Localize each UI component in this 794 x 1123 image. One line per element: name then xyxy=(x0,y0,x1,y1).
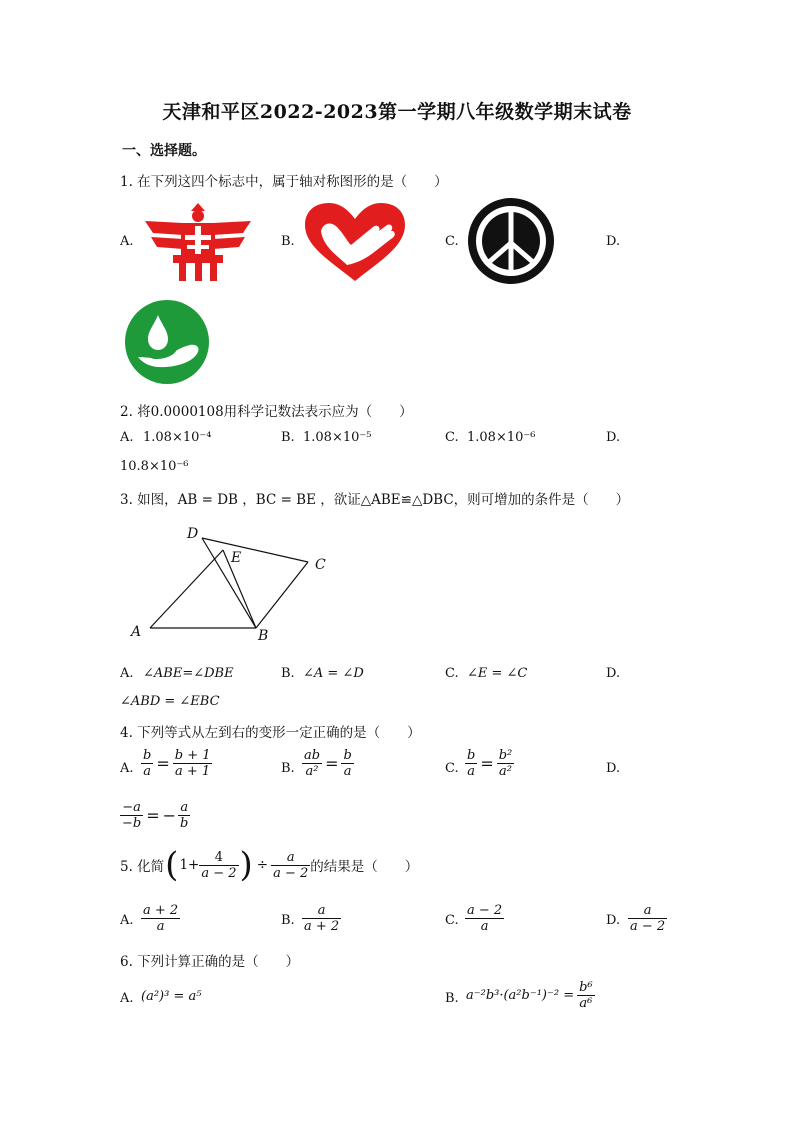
q4d-den-left: −b xyxy=(122,816,142,831)
q6-option-b-label: B. xyxy=(445,991,459,1006)
q5-stem-suffix: 的结果是（ ） xyxy=(310,859,419,875)
q6-option-a-label: A. xyxy=(120,991,134,1006)
q4d-num-left: −a xyxy=(120,800,143,816)
q3-option-c-value: ∠E = ∠C xyxy=(467,666,528,681)
q5a-den: a xyxy=(156,919,165,934)
q4b-den-right: a xyxy=(343,764,352,779)
q4c-den-left: a xyxy=(467,764,476,779)
q5d-den: a − 2 xyxy=(630,919,666,934)
equals-sign: = xyxy=(325,754,339,773)
minus-sign: − xyxy=(162,806,177,825)
q4b-den-left: a² xyxy=(305,764,319,779)
point-label-b: B xyxy=(258,628,269,644)
q1-option-c-label: C. xyxy=(445,234,459,249)
point-label-d: D xyxy=(187,526,199,542)
q2-option-c-value: 1.08×10⁻⁶ xyxy=(467,430,536,445)
q5b-den: a + 2 xyxy=(304,919,340,934)
peace-sign-icon xyxy=(467,197,555,285)
q4-option-d-label: D. xyxy=(606,761,621,776)
q4-option-c-label: C. xyxy=(445,761,459,776)
q3-option-a-value: ∠ABE=∠DBE xyxy=(143,666,234,681)
red-heart-hand-icon xyxy=(303,201,407,283)
question-3-stem: 3. 如图，AB = DB ，BC = BE ，欲证△ABE≌△DBC，则可增加的条件是（ ） xyxy=(120,492,630,508)
point-label-c: C xyxy=(315,557,326,573)
q4a-den-right: a + 1 xyxy=(175,764,211,779)
q4-option-a-formula xyxy=(141,748,212,779)
q4d-num-right: a xyxy=(178,800,190,816)
q5-frac1-num: 4 xyxy=(199,850,238,866)
q4d-den-right: b xyxy=(180,816,189,831)
section-heading: 一、选择题。 xyxy=(122,143,206,159)
q4-option-c-formula xyxy=(465,748,514,779)
q4-option-b-label: B. xyxy=(281,761,295,776)
q2-option-c-label: C. xyxy=(445,430,459,445)
q2-option-d-value: 10.8×10⁻⁶ xyxy=(120,459,189,474)
q3-option-b-value: ∠A = ∠D xyxy=(303,666,364,681)
q5-option-c-formula xyxy=(465,903,504,934)
q6-option-b-formula xyxy=(466,980,595,1011)
q4a-den-left: a xyxy=(143,764,152,779)
q4b-num-left: ab xyxy=(304,748,321,763)
red-bird-emblem-icon xyxy=(143,199,253,283)
equals-sign: = xyxy=(480,754,494,773)
q5-option-b-label: B. xyxy=(281,913,295,928)
q4a-num-left: b xyxy=(143,748,152,763)
q5-option-d-label: D. xyxy=(606,913,621,928)
point-label-e: E xyxy=(231,550,242,566)
q6b-rhs-den: a⁶ xyxy=(579,996,593,1011)
q5a-num: a + 2 xyxy=(143,903,179,918)
question-6-stem: 6. 下列计算正确的是（ ） xyxy=(120,954,300,970)
triangle-figure xyxy=(125,522,335,646)
q2-option-d-label: D. xyxy=(606,430,621,445)
q5-option-a-formula xyxy=(141,903,180,934)
q6b-lhs: a⁻²b³·(a²b⁻¹)⁻² = xyxy=(466,988,575,1003)
q3-option-b-label: B. xyxy=(281,666,295,681)
q4a-num-right: b + 1 xyxy=(174,748,211,763)
q5-one-plus: 1+ xyxy=(179,857,200,873)
q1-option-a-label: A. xyxy=(120,234,134,249)
q5-option-c-label: C. xyxy=(445,913,459,928)
q2-option-b-value: 1.08×10⁻⁵ xyxy=(303,430,372,445)
q1-option-b-label: B. xyxy=(281,234,295,249)
green-water-drop-icon xyxy=(124,299,210,385)
q3-option-d-value: ∠ABD = ∠EBC xyxy=(120,694,220,709)
q3-option-c-label: C. xyxy=(445,666,459,681)
question-2-stem: 2. 将0.0000108用科学记数法表示应为（ ） xyxy=(120,404,413,420)
q5-option-b-formula xyxy=(302,903,341,934)
q5-frac2-den: a − 2 xyxy=(273,865,309,881)
q2-option-a-label: A. xyxy=(120,430,134,445)
left-paren: ( xyxy=(165,845,179,885)
q5d-num: a xyxy=(628,903,667,919)
q5-option-d-formula xyxy=(628,903,667,934)
q4-option-d-formula xyxy=(120,800,190,831)
q2-option-a-value: 1.08×10⁻⁴ xyxy=(143,430,212,445)
q5b-num: a xyxy=(302,903,341,919)
question-1-stem: 1. 在下列这四个标志中，属于轴对称图形的是（ ） xyxy=(120,174,448,190)
q5-frac1-den: a − 2 xyxy=(201,865,237,881)
question-5-stem xyxy=(120,845,419,885)
q3-option-d-label: D. xyxy=(606,666,621,681)
q4c-den-right: a² xyxy=(499,764,512,779)
q3-option-a-label: A. xyxy=(120,666,134,681)
divide-sign: ÷ xyxy=(256,857,269,873)
q1-option-d-label: D. xyxy=(606,234,621,249)
equals-sign: = xyxy=(146,806,160,825)
q4c-num-left: b xyxy=(467,748,476,763)
q6-option-a-value: (a²)³ = a⁵ xyxy=(141,989,202,1004)
q5c-den: a xyxy=(480,919,489,934)
q4c-num-right: b² xyxy=(498,748,513,763)
q5-option-a-label: A. xyxy=(120,913,134,928)
equals-sign: = xyxy=(156,754,170,773)
q6b-rhs-num: b⁶ xyxy=(579,980,593,995)
question-4-stem: 4. 下列等式从左到右的变形一定正确的是（ ） xyxy=(120,725,421,741)
q5-stem-prefix: 5. 化简 xyxy=(120,859,165,875)
q4-option-a-label: A. xyxy=(120,761,134,776)
q5c-num: a − 2 xyxy=(467,903,503,918)
q5-frac2-num: a xyxy=(271,850,310,866)
q4b-num-right: b xyxy=(343,748,352,763)
right-paren: ) xyxy=(239,845,253,885)
q4-option-b-formula xyxy=(302,748,354,779)
q2-option-b-label: B. xyxy=(281,430,295,445)
point-label-a: A xyxy=(131,624,142,640)
page-title: 天津和平区2022-2023第一学期八年级数学期末试卷 xyxy=(162,101,632,123)
